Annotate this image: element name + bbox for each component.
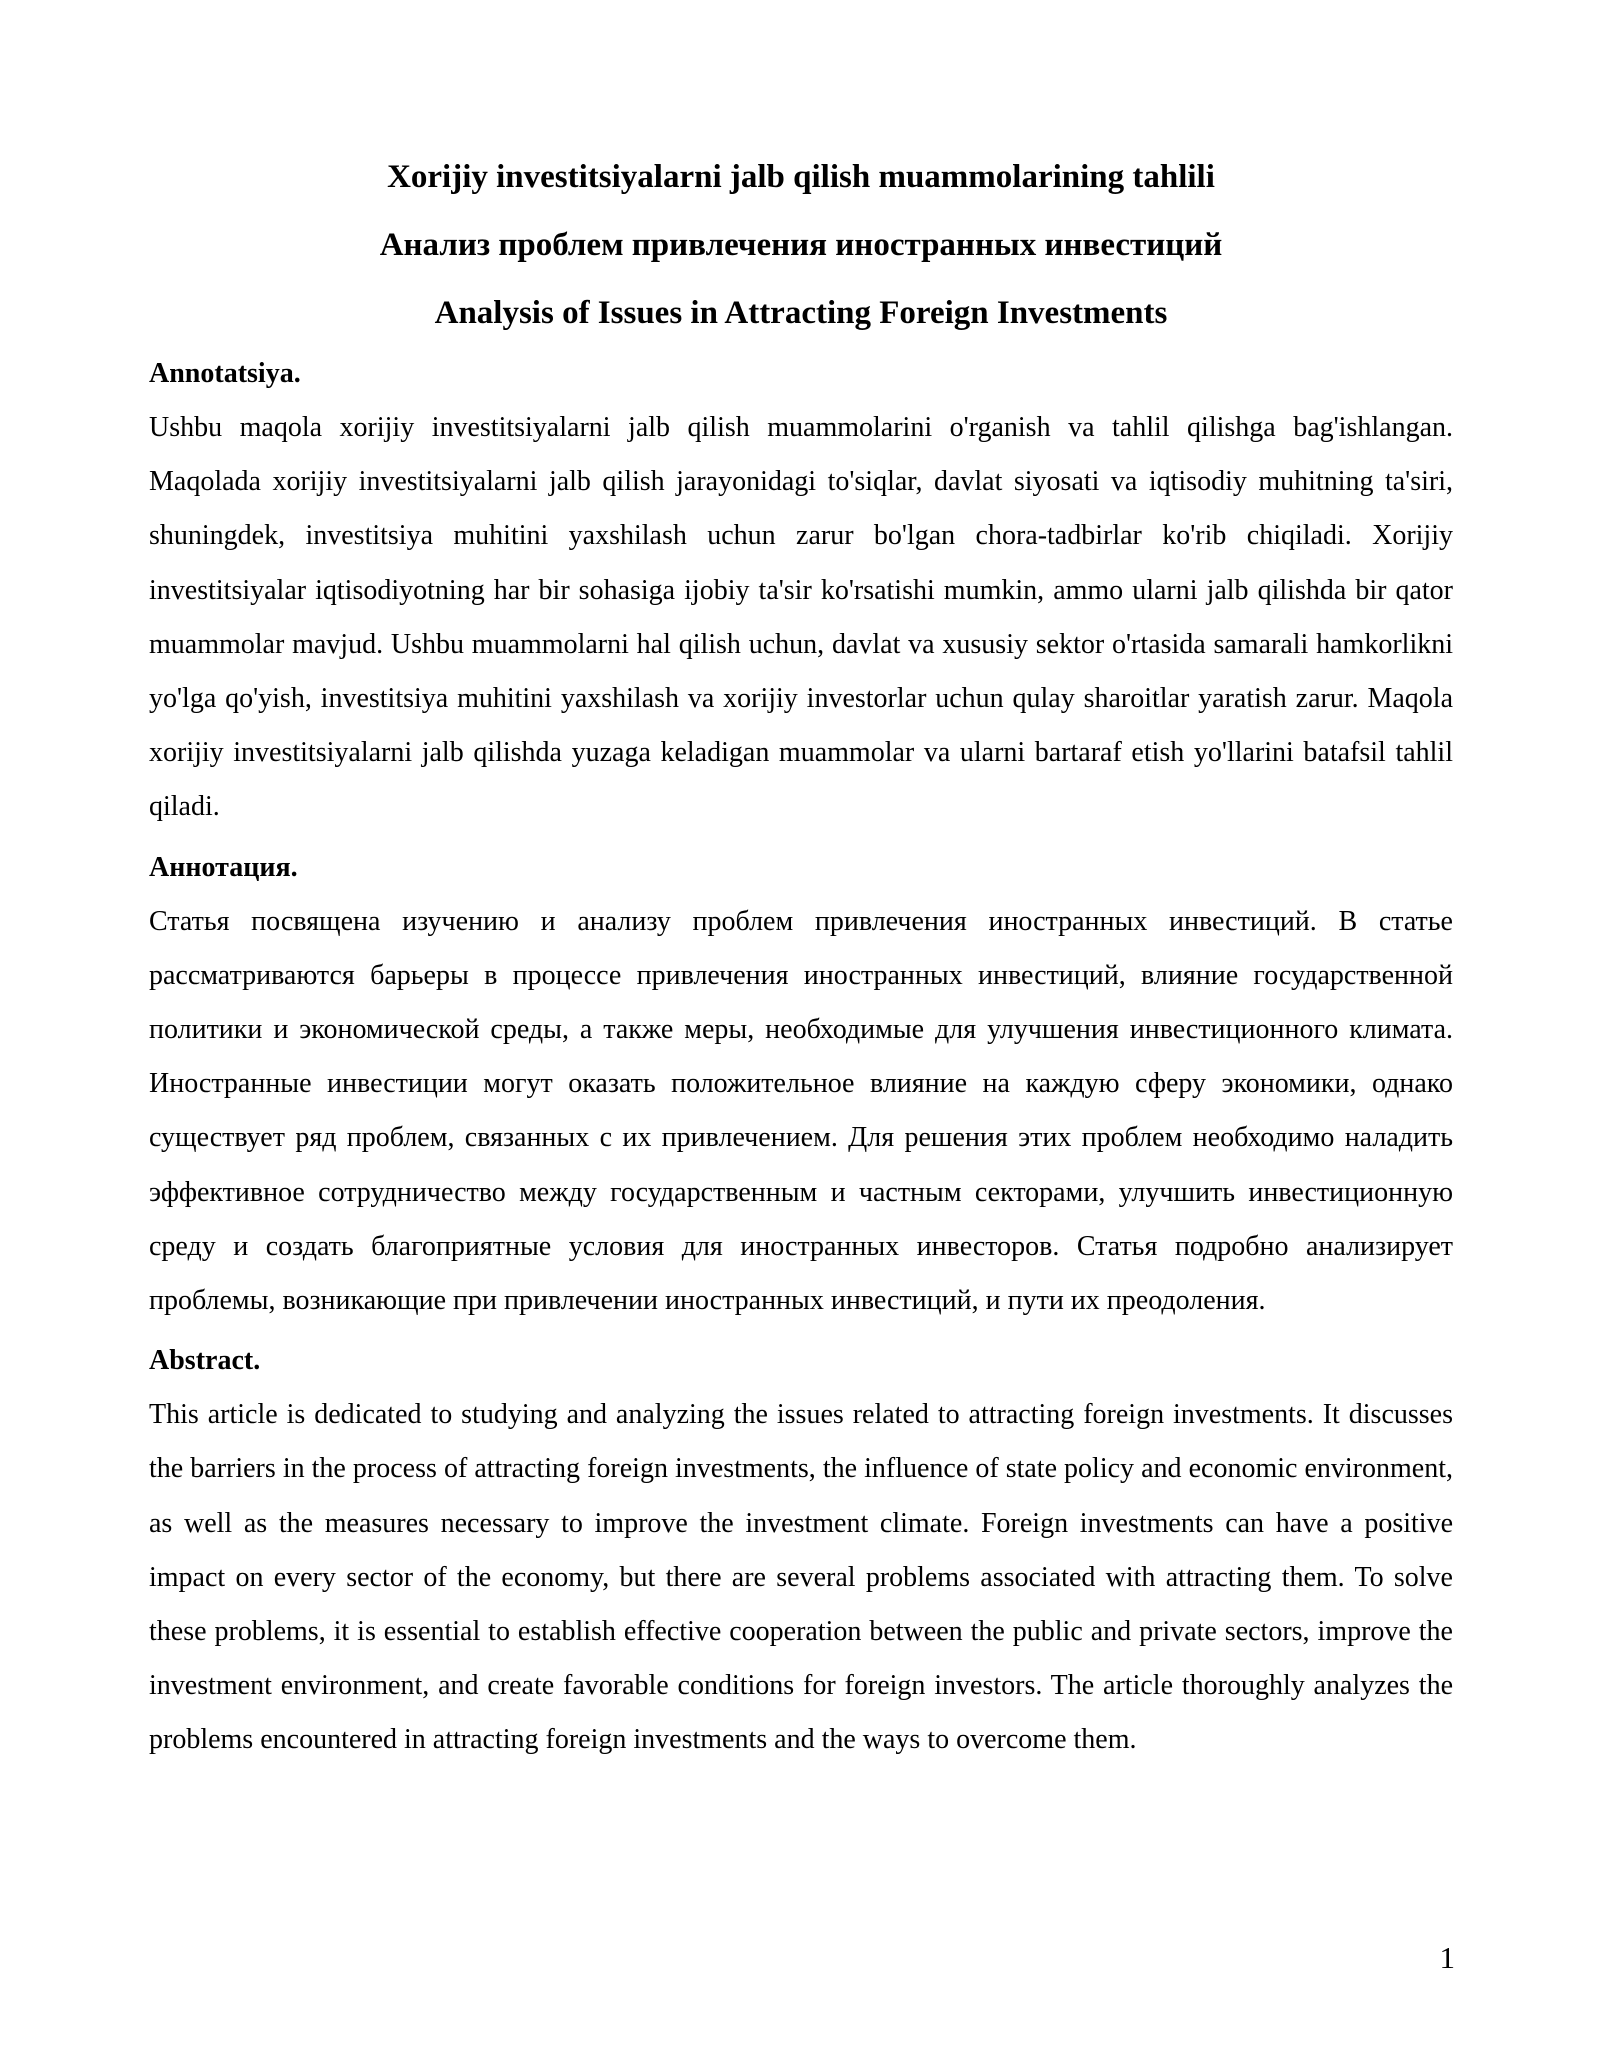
abstract-section-english [149, 1334, 1453, 1767]
section-heading-russian: Аннотация. [149, 851, 298, 883]
title-english: Analysis of Issues in Attracting Foreign Investments [434, 295, 1168, 331]
section-heading-english: Abstract. [149, 1345, 261, 1377]
title-russian: Анализ проблем привлечения иностранных инвестиций [379, 227, 1223, 263]
section-heading-uzbek: Annotatsiya. [149, 358, 301, 389]
abstract-section-russian [149, 841, 1453, 1329]
abstract-section-uzbek [149, 347, 1453, 835]
abstract-text-russian: Статья посвящена изучению и анализу проблем привлечения иностранных инвестиций. В статье рассматриваются барьеры в процессе привлечения иностранных инвестиций, влияние государственной политики и экономической среды, а также меры, необходимые для улучшения инвестиционного климата. Иностранные инвестиции могут оказать положительное влияние на каждую сферу экономики, однако существует ряд проблем, связанных с их привлечением. Для решения этих проблем необходимо наладить эффективное сотрудничество между государственным и частным секторами, улучшить инвестиционную среду и создать благоприятные условия для иностранных инвесторов. Статья подробно анализирует проблемы, возникающие при привлечении иностранных инвестиций, и пути их преодоления. [149, 905, 1453, 1317]
abstract-text-uzbek: Ushbu maqola xorijiy investitsiyalarni jalb qilish muammolarini o'rganish va tahlil qilishga bag'ishlangan. Maqolada xorijiy investitsiyalarni jalb qilish jarayonidagi to'siqlar, davlat siyosati va iqtisodiy muhitning ta'siri, shuningdek, investitsiya muhitini yaxshilash uchun zarur bo'lgan chora-tadbirlar ko'rib chiqiladi. Xorijiy investitsiyalar iqtisodiyotning har bir sohasiga ijobiy ta'sir ko'rsatishi mumkin, ammo ularni jalb qilishda bir qator muammolar mavjud. Ushbu muammolarni hal qilish uchun, davlat va xususiy sektor o'rtasida samarali hamkorlikni yo'lga qo'yish, investitsiya muhitini yaxshilash va xorijiy investorlar uchun qulay sharoitlar yaratish zarur. Maqola xorijiy investitsiyalarni jalb qilishda yuzaga keladigan muammolar va ularni bartaraf etish yo'llarini batafsil tahlil qiladi. [149, 412, 1453, 823]
abstract-text-english: This article is dedicated to studying and analyzing the issues related to attracting foreign investments. It discusses the barriers in the process of attracting foreign investments, the influence of state policy and economic environment, as well as the measures necessary to improve the investment climate. Foreign investments can have a positive impact on every sector of the economy, but there are several problems associated with attracting them. To solve these problems, it is essential to establish effective cooperation between the public and private sectors, improve the investment environment, and create favorable conditions for foreign investors. The article thoroughly analyzes the problems encountered in attracting foreign investments and the ways to overcome them. [149, 1399, 1453, 1756]
page-number: 1 [1439, 1940, 1455, 1975]
title-uzbek: Xorijiy investitsiyalarni jalb qilish muammolarining tahlili [387, 159, 1215, 195]
page-content [149, 143, 1453, 1774]
